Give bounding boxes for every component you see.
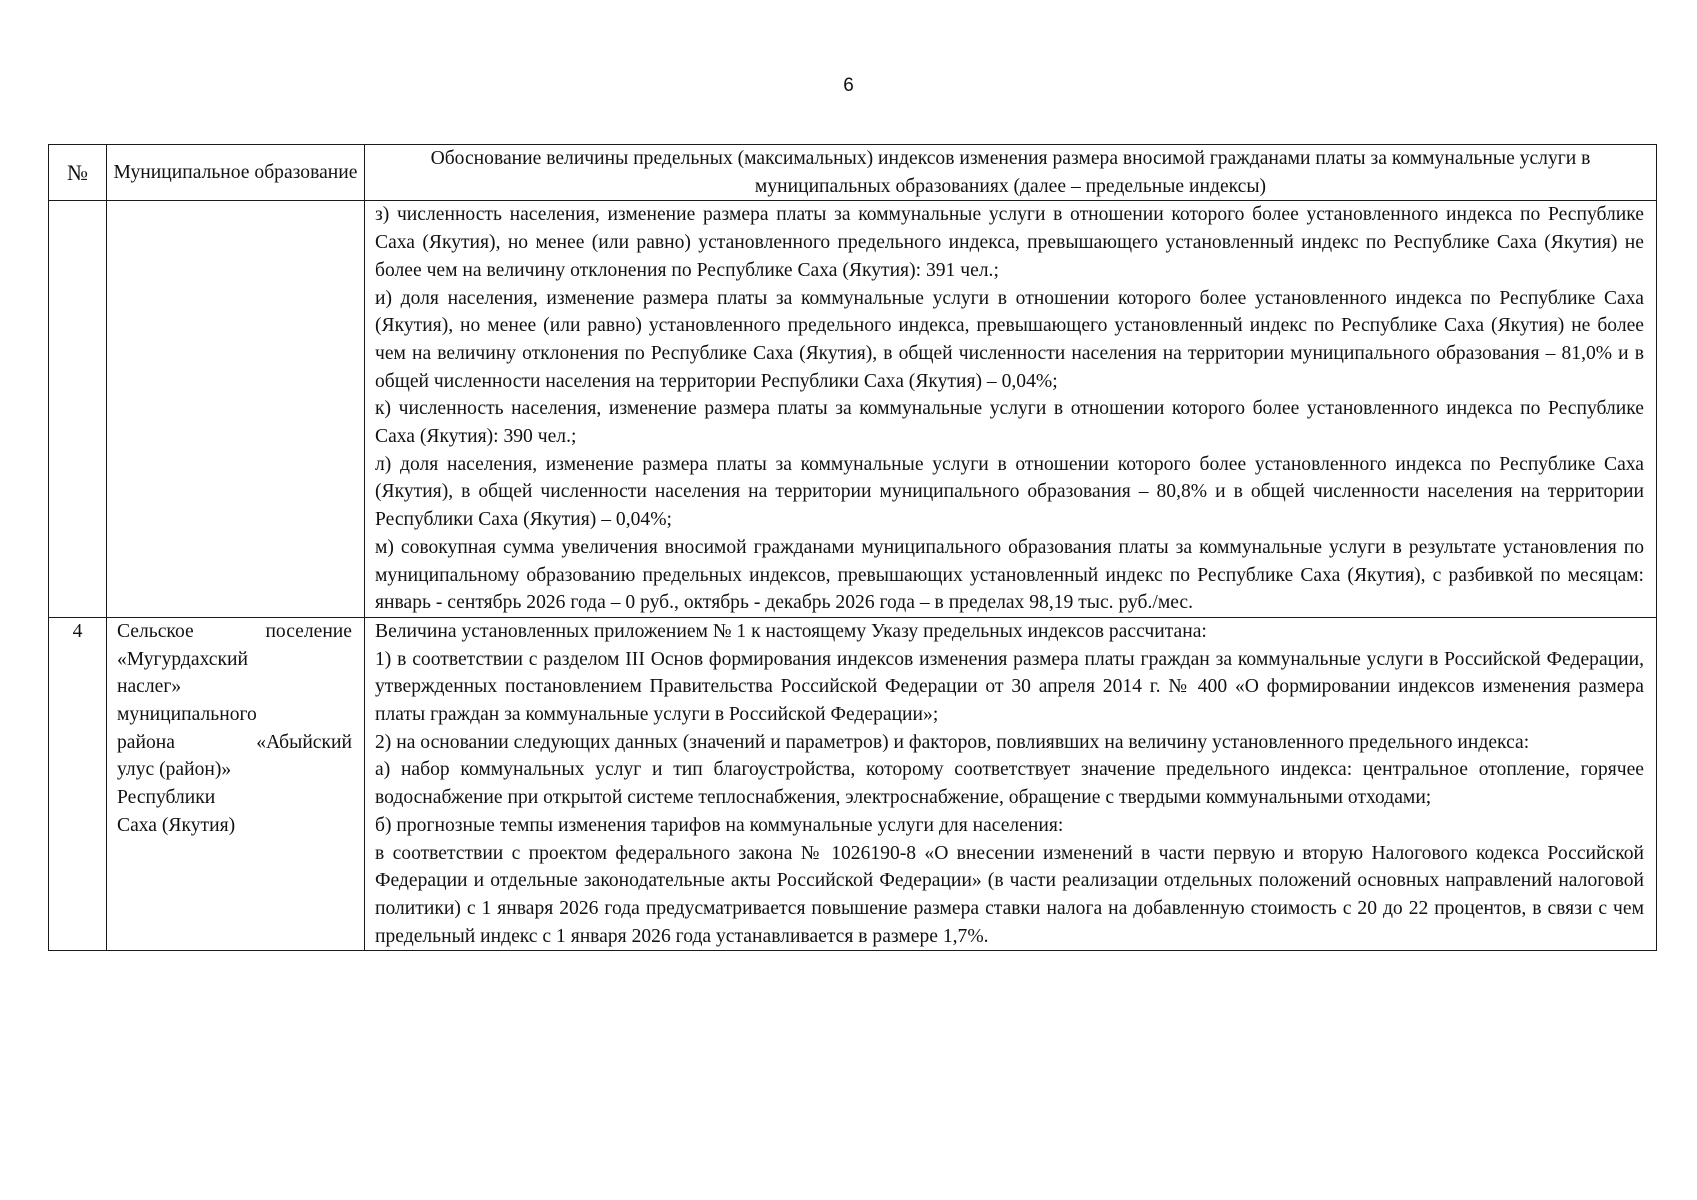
header-municipality: Муниципальное образование	[107, 145, 365, 201]
table-header-row	[49, 145, 1657, 201]
table-row	[49, 617, 1657, 950]
municipality-line: улус (район)»	[117, 759, 232, 781]
municipality-line: муниципального	[117, 704, 257, 726]
paragraph-1: 1) в соответствии с разделом III Основ формирования индексов изменения размера платы граждан за коммунальные услуги в Российской Федерации, утвержденных постановлением Правительства Российской Федерации от 30 апреля 2014 г. № 400 «О формировании индексов изменения размера платы граждан за коммунальные услуги в Российской Федерации»;	[375, 648, 1644, 726]
header-justification: Обоснование величины предельных (максимальных) индексов изменения размера вносимой гражданами платы за коммунальные услуги в муниципальных образованиях (далее – предельные индексы)	[365, 145, 1657, 201]
paragraph-law: в соответствии с проектом федерального закона № 1026190-8 «О внесении изменений в части первую и вторую Налогового кодекса Российской Федерации и отдельные законодательные акты Российской Федерации» (в части реализации отдельных положений основных направлений налоговой политики) с 1 января 2026 года предусматривается повышение размера ставки налога на добавленную стоимость с 20 до 22 процентов, в связи с чем предельный индекс с 1 января 2026 года устанавливается в размере 1,7%.	[375, 842, 1644, 947]
paragraph-k: к) численность населения, изменение размера платы за коммунальные услуги в отношении которого более установленного индекса по Республике Саха (Якутия): 390 чел.;	[375, 398, 1644, 448]
page-number: 6	[843, 75, 854, 96]
municipality-line: «Мугурдахский	[117, 648, 248, 670]
paragraph-z: з) численность населения, изменение размера платы за коммунальные услуги в отношении которого более установленного индекса по Республике Саха (Якутия), но менее (или равно) установленного предельного индекса, превышающего установленный индекс по Республике Саха (Якутия) не более чем на величину отклонения по Республике Саха (Якутия): 391 чел.;	[375, 204, 1644, 281]
municipality-line: Саха (Якутия)	[117, 814, 236, 836]
municipality-line: Республики	[117, 787, 216, 809]
row-number-cell: 4	[49, 617, 107, 950]
table-row	[49, 201, 1657, 618]
paragraph-intro: Величина установленных приложением № 1 к настоящему Указу предельных индексов рассчитана:	[375, 620, 1207, 642]
paragraph-b: б) прогнозные темпы изменения тарифов на коммунальные услуги для населения:	[375, 814, 1064, 836]
justification-cell	[365, 201, 1657, 618]
municipality-line: наслег»	[117, 676, 182, 698]
municipality-line: Сельское поселение	[117, 620, 352, 642]
header-number: №	[49, 145, 107, 201]
paragraph-l: л) доля населения, изменение размера платы за коммунальные услуги в отношении которого более установленного индекса по Республике Саха (Якутия), в общей численности населения на территории муниципального образования – 80,8% и в общей численности населения на территории Республики Саха (Якутия) – 0,04%;	[375, 453, 1644, 531]
paragraph-m: м) совокупная сумма увеличения вносимой гражданами муниципального образования платы за коммунальные услуги в результате установления по муниципальному образованию предельных индексов, превышающих установленный индекс по Республике Саха (Якутия), с разбивкой по месяцам: январь - сентябрь 2026 года – 0 руб., октябрь - декабрь 2026 года – в пределах 98,19 тыс. руб./мес.	[375, 536, 1644, 614]
paragraph-i: и) доля населения, изменение размера платы за коммунальные услуги в отношении которого более установленного индекса по Республике Саха (Якутия), но менее (или равно) установленного предельного индекса, превышающего установленный индекс по Республике Саха (Якутия) не более чем на величину отклонения по Республике Саха (Якутия), в общей численности населения на территории муниципального образования – 81,0% и в общей численности населения на территории Республики Саха (Якутия) – 0,04%;	[375, 287, 1644, 392]
municipality-cell	[107, 201, 365, 618]
row-number-cell	[49, 201, 107, 618]
justification-cell	[365, 617, 1657, 950]
municipality-cell	[107, 617, 365, 950]
paragraph-2: 2) на основании следующих данных (значений и параметров) и факторов, повлиявших на величину установленного предельного индекса:	[375, 731, 1530, 753]
paragraph-a: а) набор коммунальных услуг и тип благоустройства, которому соответствует значение предельного индекса: центральное отопление, горячее водоснабжение при открытой системе теплоснабжения, электроснабжение, обращение с твердыми коммунальными отходами;	[375, 759, 1644, 809]
municipality-line: района «Абыйский	[117, 731, 352, 753]
indices-table	[48, 144, 1657, 951]
